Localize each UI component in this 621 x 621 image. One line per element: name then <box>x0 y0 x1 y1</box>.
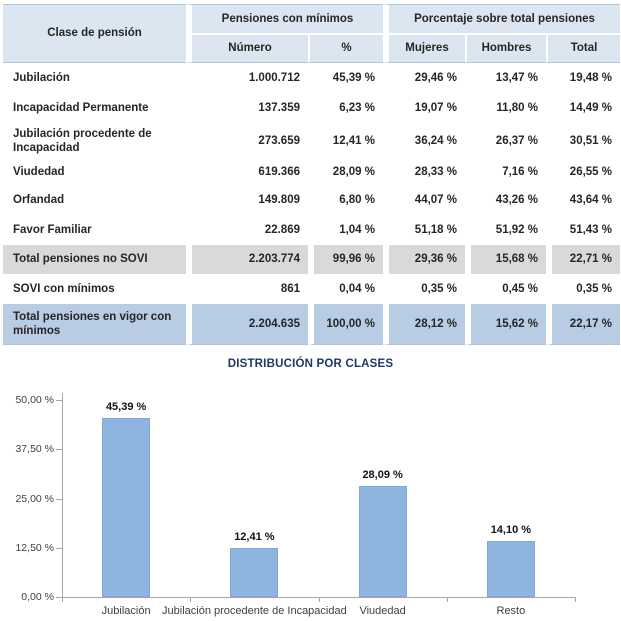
row-label: Jubilación <box>3 63 186 93</box>
y-axis-tick <box>56 548 62 549</box>
x-axis-tick <box>575 597 576 602</box>
table-cell: 36,24 % <box>383 123 465 159</box>
bar-value-label: 28,09 % <box>362 469 403 482</box>
table-body <box>3 63 620 345</box>
table-cell: 43,64 % <box>546 185 620 215</box>
table-cell: 2.203.774 <box>186 245 308 274</box>
table-row <box>3 185 620 215</box>
table-cell: 6,80 % <box>308 185 383 215</box>
table-cell: 26,37 % <box>465 123 546 159</box>
row-label: Total pensiones en vigor con mínimos <box>3 304 186 345</box>
table-cell: 51,43 % <box>546 215 620 245</box>
table-row <box>3 123 620 159</box>
table-cell: 19,48 % <box>546 63 620 93</box>
table-cell: 19,07 % <box>383 93 465 123</box>
table-cell: 619.366 <box>186 159 308 185</box>
table-cell: 2.204.635 <box>186 304 308 345</box>
chart-bar <box>102 418 150 597</box>
header-mujeres: Mujeres <box>383 35 465 63</box>
table-cell: 22,71 % <box>546 245 620 274</box>
table-cell: 51,92 % <box>465 215 546 245</box>
y-axis-label: 25,00 % <box>15 492 54 505</box>
y-axis-tick <box>56 449 62 450</box>
table-cell: 51,18 % <box>383 215 465 245</box>
table-cell: 149.809 <box>186 185 308 215</box>
header-group-porcentaje-total: Porcentaje sobre total pensiones <box>383 4 620 35</box>
table-cell: 273.659 <box>186 123 308 159</box>
table-cell: 29,46 % <box>383 63 465 93</box>
table-cell: 15,62 % <box>465 304 546 345</box>
table-cell: 22,17 % <box>546 304 620 345</box>
x-axis-category-label: Jubilación procedente de Incapacidad <box>162 605 347 617</box>
x-axis-tick <box>190 597 191 602</box>
y-axis-tick <box>56 400 62 401</box>
y-axis-label: 50,00 % <box>15 394 54 406</box>
table-cell: 1.000.712 <box>186 63 308 93</box>
table-row <box>3 245 620 274</box>
header-group-pensiones-con-minimos: Pensiones con mínimos <box>186 4 383 35</box>
table-header <box>3 4 620 63</box>
y-axis-label: 0,00 % <box>21 591 54 603</box>
y-axis-label: 12,50 % <box>15 541 54 554</box>
pension-table <box>3 4 620 345</box>
y-axis-label: 37,50 % <box>15 443 54 456</box>
x-axis-category-label: Viudedad <box>359 605 406 617</box>
table-cell: 99,96 % <box>308 245 383 274</box>
table-cell: 43,26 % <box>465 185 546 215</box>
row-label: SOVI con mínimos <box>3 274 186 304</box>
table-cell: 14,49 % <box>546 93 620 123</box>
table-cell: 1,04 % <box>308 215 383 245</box>
row-label: Orfandad <box>3 185 186 215</box>
table-cell: 6,23 % <box>308 93 383 123</box>
row-label: Viudedad <box>3 159 186 185</box>
table-cell: 28,09 % <box>308 159 383 185</box>
table-cell: 15,68 % <box>465 245 546 274</box>
header-numero: Número <box>186 35 308 63</box>
chart-bar <box>487 541 535 597</box>
x-axis-tick <box>447 597 448 602</box>
bar-value-label: 45,39 % <box>105 401 147 414</box>
table-cell: 861 <box>186 274 308 304</box>
x-axis-tick <box>319 597 320 602</box>
chart-title: DISTRIBUCIÓN POR CLASES <box>227 358 394 370</box>
y-axis-line <box>62 393 63 597</box>
x-axis-category-label: Resto <box>496 605 526 617</box>
bar-value-label: 12,41 % <box>234 531 275 544</box>
row-label: Jubilación procedente de Incapacidad <box>3 123 186 159</box>
table-cell: 44,07 % <box>383 185 465 215</box>
table-cell: 22.869 <box>186 215 308 245</box>
table-row <box>3 304 620 345</box>
table-cell: 137.359 <box>186 93 308 123</box>
table-cell: 28,12 % <box>383 304 465 345</box>
chart-bar <box>230 548 278 597</box>
header-total: Total <box>546 35 620 63</box>
table-cell: 0,45 % <box>465 274 546 304</box>
row-label: Incapacidad Permanente <box>3 93 186 123</box>
table-cell: 30,51 % <box>546 123 620 159</box>
table-cell: 0,35 % <box>546 274 620 304</box>
table-row <box>3 274 620 304</box>
table-row <box>3 63 620 93</box>
chart-bar <box>359 486 407 597</box>
table-row <box>3 93 620 123</box>
y-axis-tick <box>56 499 62 500</box>
header-pct: % <box>308 35 383 63</box>
table-row <box>3 215 620 245</box>
table-cell: 26,55 % <box>546 159 620 185</box>
table-cell: 11,80 % <box>465 93 546 123</box>
row-label: Total pensiones no SOVI <box>3 245 186 274</box>
table-cell: 28,33 % <box>383 159 465 185</box>
table-row <box>3 159 620 185</box>
table-cell: 7,16 % <box>465 159 546 185</box>
table-cell: 12,41 % <box>308 123 383 159</box>
header-clase-de-pension: Clase de pensión <box>3 4 186 63</box>
x-axis-tick <box>62 597 63 602</box>
table-cell: 100,00 % <box>308 304 383 345</box>
table-cell: 29,36 % <box>383 245 465 274</box>
header-hombres: Hombres <box>465 35 546 63</box>
table-cell: 45,39 % <box>308 63 383 93</box>
bar-value-label: 14,10 % <box>490 524 532 537</box>
table-cell: 0,35 % <box>383 274 465 304</box>
distribution-chart <box>0 352 621 621</box>
x-axis-category-label: Jubilación <box>101 605 151 617</box>
row-label: Favor Familiar <box>3 215 186 245</box>
table-cell: 0,04 % <box>308 274 383 304</box>
table-cell: 13,47 % <box>465 63 546 93</box>
